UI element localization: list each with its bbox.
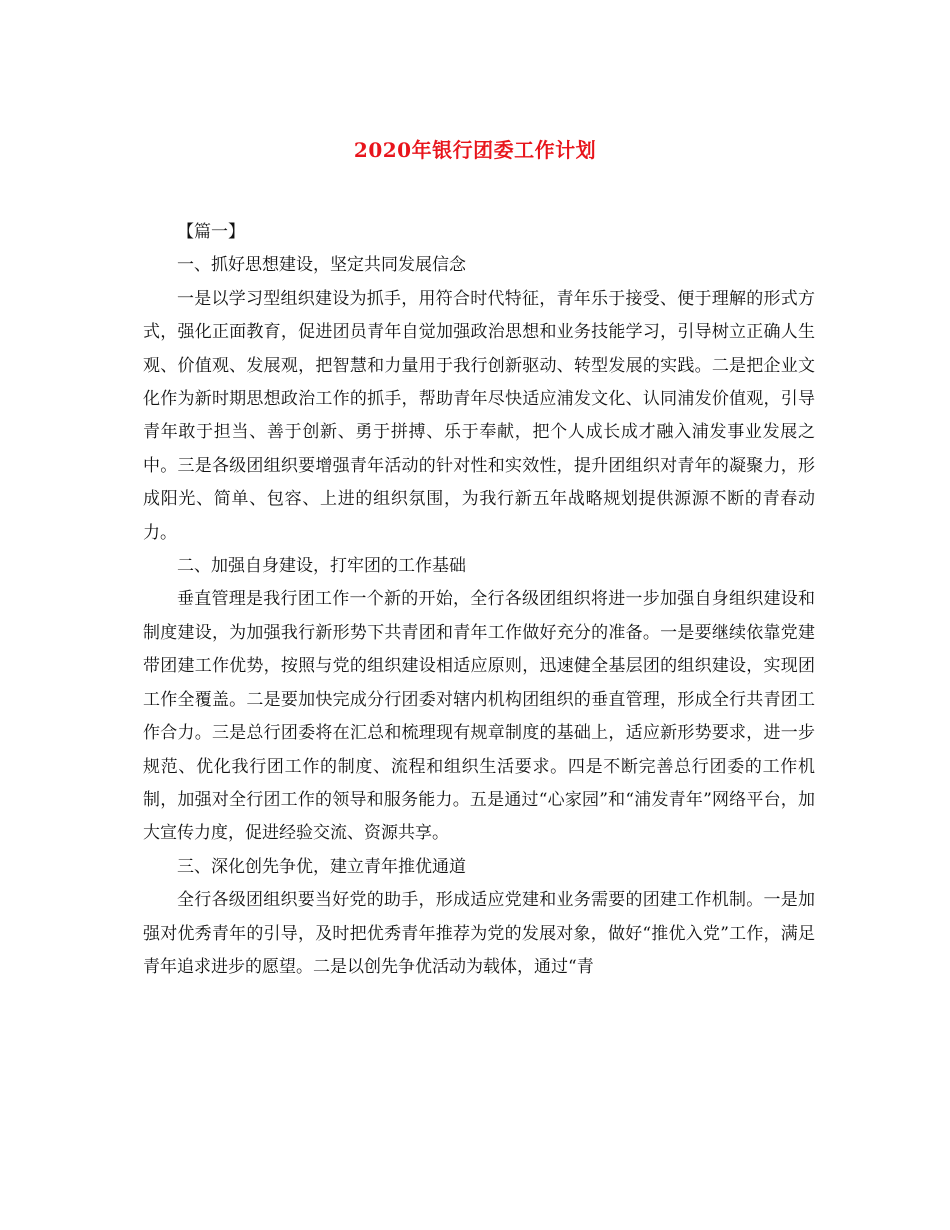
paragraph-2: 垂直管理是我行团工作一个新的开始，全行各级团组织将进一步加强自身组织建设和制度建设，为加强我行新形势下共青团和青年工作做好充分的准备。一是要继续依靠党建带团建工作优势，按照与党的组织建设相适应原则，迅速健全基层团的组织建设，实现团工作全覆盖。二是要加快完成分行团委对辖内机构团组织的垂直管理，形成全行共青团工作合力。三是总行团委将在汇总和梳理现有规章制度的基础上，适应新形势要求，进一步规范、优化我行团工作的制度、流程和组织生活要求。四是不断完善总行团委的工作机制，加强对全行团工作的领导和服务能力。五是通过“心家园”和“浦发青年”网络平台，加大宣传力度，促进经验交流、资源共享。: [143, 589, 815, 844]
section-heading-1: 一、抓好思想建设，坚定共同发展信念: [177, 255, 466, 276]
paragraph-1: 一是以学习型组织建设为抓手，用符合时代特征，青年乐于接受、便于理解的形式方式，强化正面教育，促进团员青年自觉加强政治思想和业务技能学习，引导树立正确人生观、价值观、发展观，把智慧和力量用于我行创新驱动、转型发展的实践。二是把企业文化作为新时期思想政治工作的抓手，帮助青年尽快适应浦发文化、认同浦发价值观，引导青年敢于担当、善于创新、勇于拼搏、乐于奉献，把个人成长成才融入浦发事业发展之中。三是各级团组织要增强青年活动的针对性和实效性，提升团组织对青年的凝聚力，形成阳光、简单、包容、上进的组织氛围，为我行新五年战略规划提供源源不断的青春动力。: [143, 288, 815, 543]
paragraph-3: 全行各级团组织要当好党的助手，形成适应党建和业务需要的团建工作机制。一是加强对优秀青年的引导，及时把优秀青年推荐为党的发展对象，做好“推优入党”工作，满足青年追求进步的愿望。二是以创先争优活动为载体，通过“青: [143, 890, 815, 977]
section-marker: 【篇一】: [177, 222, 245, 242]
section-heading-3: 三、深化创先争优，建立青年推优通道: [177, 856, 466, 877]
document-title: 2020年银行团委工作计划: [353, 138, 597, 162]
document-body: [143, 216, 815, 984]
section-heading-2: 二、加强自身建设，打牢团的工作基础: [177, 556, 466, 577]
